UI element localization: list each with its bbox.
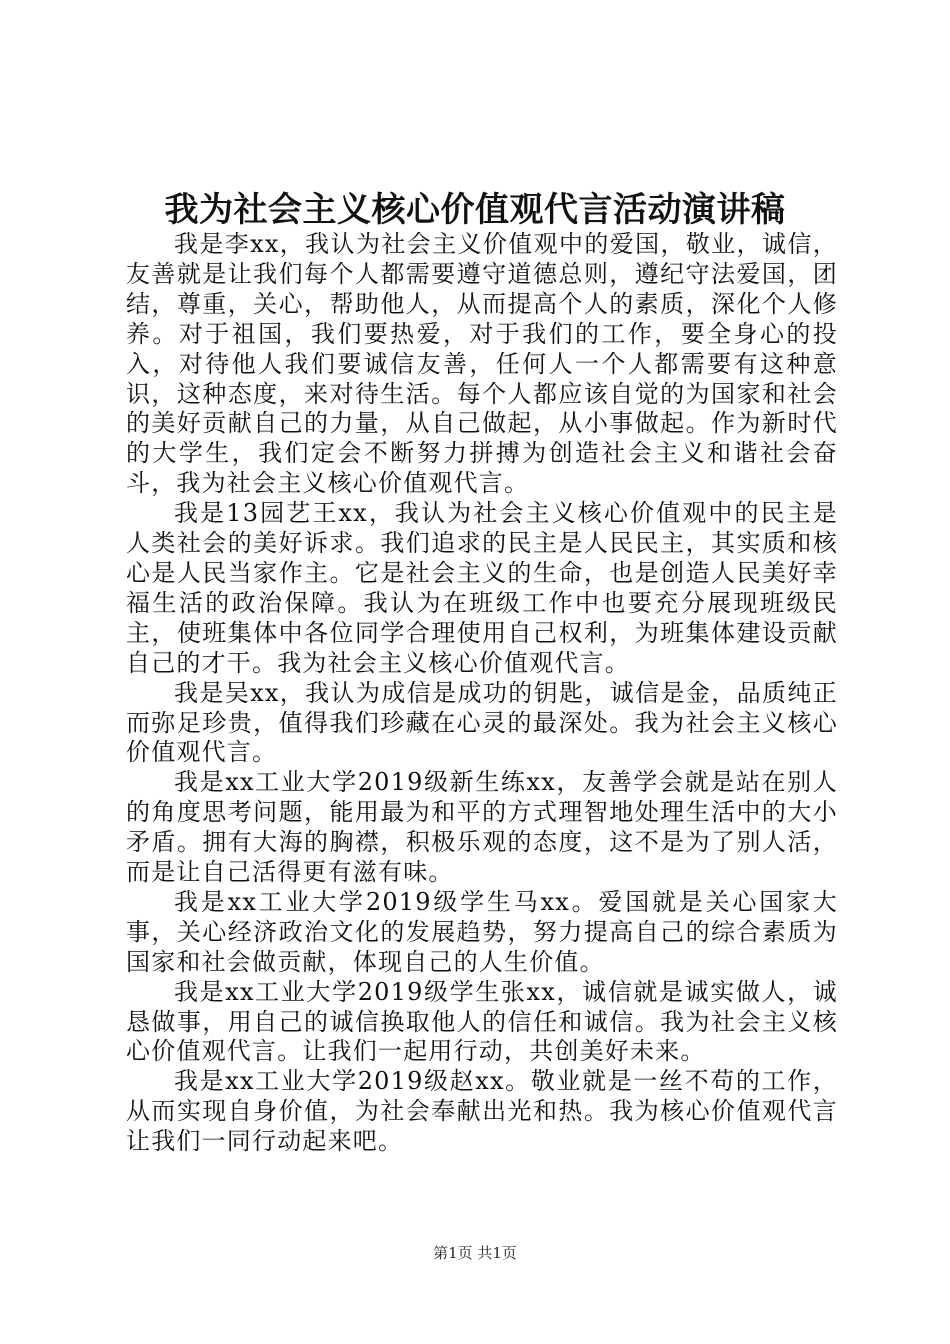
document-body [126, 230, 838, 1157]
paragraph-1: 我是李xx，我认为社会主义价值观中的爱国，敬业，诚信，友善就是让我们每个人都需要遵守道德总则，遵纪守法爱国，团结，尊重，关心，帮助他人，从而提高个人的素质，深化个人修养。对于祖国，我们要热爱，对于我们的工作，要全身心的投入，对待他人我们要诚信友善，任何人一个人都需要有这种意识，这种态度，来对待生活。每个人都应该自觉的为国家和社会的美好贡献自己的力量，从自己做起，从小事做起。作为新时代的大学生，我们定会不断努力拼搏为创造社会主义和谐社会奋斗，我为社会主义核心价值观代言。 [126, 230, 838, 498]
paragraph-3: 我是吴xx，我认为成信是成功的钥匙，诚信是金，品质纯正而弥足珍贵，值得我们珍藏在心灵的最深处。我为社会主义核心价值观代言。 [126, 678, 838, 767]
paragraph-6: 我是xx工业大学2019级学生张xx，诚信就是诚实做人，诚恳做事，用自己的诚信换取他人的信任和诚信。我为社会主义核心价值观代言。让我们一起用行动，共创美好未来。 [126, 977, 838, 1066]
paragraph-2: 我是13园艺王xx，我认为社会主义核心价值观中的民主是人类社会的美好诉求。我们追求的民主是人民民主，其实质和核心是人民当家作主。它是社会主义的生命，也是创造人民美好幸福生活的政治保障。我认为在班级工作中也要充分展现班级民主，使班集体中各位同学合理使用自己权利，为班集体建设贡献自己的才干。我为社会主义核心价值观代言。 [126, 499, 838, 677]
paragraph-4: 我是xx工业大学2019级新生练xx，友善学会就是站在别人的角度思考问题，能用最为和平的方式理智地处理生活中的大小矛盾。拥有大海的胸襟，积极乐观的态度，这不是为了别人活，而是让自己活得更有滋有味。 [126, 768, 838, 887]
paragraph-5: 我是xx工业大学2019级学生马xx。爱国就是关心国家大事，关心经济政治文化的发展趋势，努力提高自己的综合素质为国家和社会做贡献，体现自己的人生价值。 [126, 887, 838, 976]
document-title: 我为社会主义核心价值观代言活动演讲稿 [164, 190, 786, 230]
paragraph-7: 我是xx工业大学2019级赵xx。敬业就是一丝不苟的工作，从而实现自身价值，为社会奉献出光和热。我为核心价值观代言让我们一同行动起来吧。 [126, 1067, 838, 1156]
page-footer: 第1页 共1页 [433, 1244, 517, 1262]
